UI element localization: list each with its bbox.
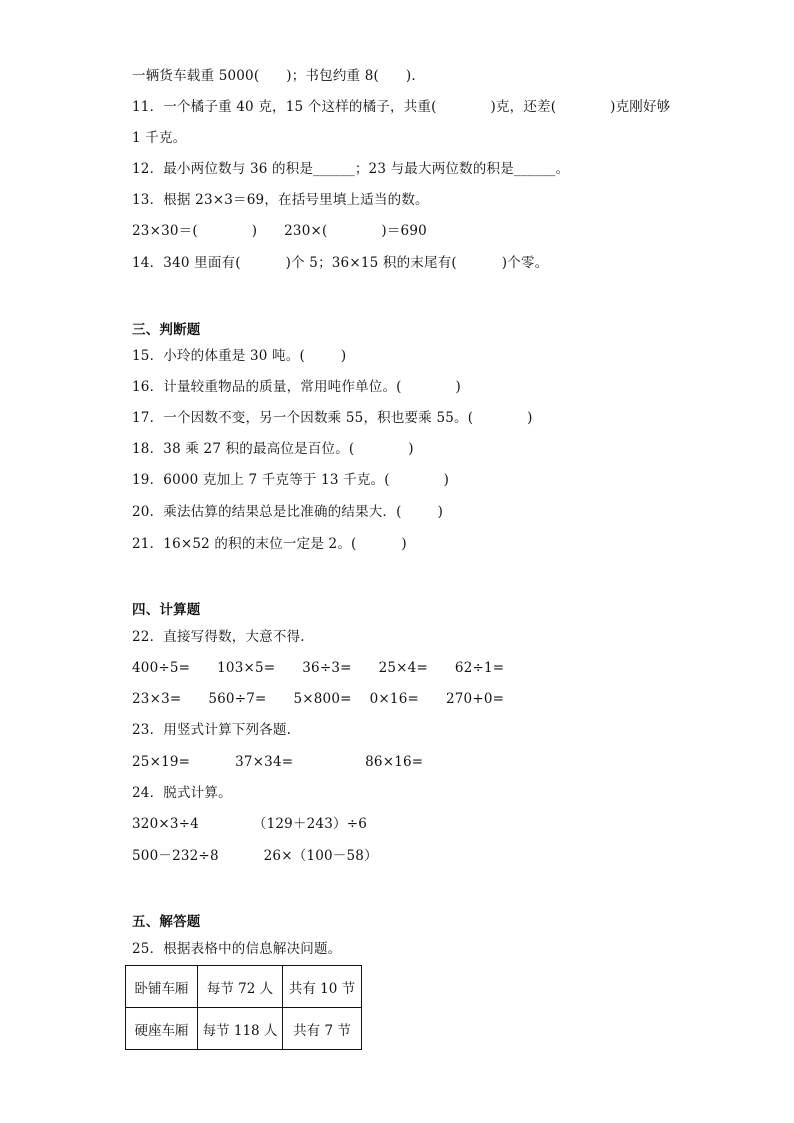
table-row bbox=[126, 966, 362, 1008]
question-15: 15．小玲的体重是 30 吨。( ) bbox=[132, 348, 347, 364]
oral-calc-row-1: 400÷5= 103×5= 36÷3= 25×4= 62÷1= bbox=[132, 660, 505, 676]
question-18: 18．38 乘 27 积的最高位是百位。( ) bbox=[132, 441, 414, 457]
question-22: 22．直接写得数，大意不得. bbox=[132, 629, 305, 645]
table-row bbox=[126, 1008, 362, 1050]
stepwise-calc-row-1: 320×3÷4 （129＋243）÷6 bbox=[132, 816, 367, 832]
question-17: 17．一个因数不变，另一个因数乘 55，积也要乘 55。( ) bbox=[132, 410, 533, 426]
question-11: 11．一个橘子重 40 克，15 个这样的橘子，共重( )克，还差( )克刚好够 bbox=[132, 99, 671, 115]
table-cell: 硬座车厢 bbox=[126, 1008, 198, 1050]
question-13: 13．根据 23×3＝69，在括号里填上适当的数。 bbox=[132, 192, 429, 208]
question-13-equations: 23×30＝( ) 230×( )＝690 bbox=[132, 223, 427, 239]
oral-calc-row-2: 23×3= 560÷7= 5×800= 0×16= 270+0= bbox=[132, 691, 505, 707]
table-cell: 卧铺车厢 bbox=[126, 966, 198, 1008]
question-19: 19．6000 克加上 7 千克等于 13 千克。( ) bbox=[132, 472, 450, 488]
question-11-cont: 1 千克。 bbox=[132, 130, 187, 146]
question-14: 14．340 里面有( )个 5；36×15 积的末尾有( )个零。 bbox=[132, 255, 549, 271]
table-cell: 共有 7 节 bbox=[283, 1008, 362, 1050]
train-info-table bbox=[125, 965, 362, 1050]
question-16: 16．计量较重物品的质量，常用吨作单位。( ) bbox=[132, 379, 462, 395]
question-25: 25．根据表格中的信息解决问题。 bbox=[132, 941, 342, 957]
table-cell: 每节 118 人 bbox=[198, 1008, 283, 1050]
section-heading-calculation: 四、计算题 bbox=[132, 602, 201, 618]
table-cell: 每节 72 人 bbox=[198, 966, 283, 1008]
table-cell: 共有 10 节 bbox=[283, 966, 362, 1008]
question-21: 21．16×52 的积的末位一定是 2。( ) bbox=[132, 536, 407, 552]
question-24: 24．脱式计算。 bbox=[132, 785, 232, 801]
vertical-calc-row: 25×19= 37×34= 86×16= bbox=[132, 754, 424, 770]
section-heading-word-problems: 五、解答题 bbox=[132, 914, 201, 930]
question-20: 20．乘法估算的结果总是比准确的结果大．( ) bbox=[132, 504, 444, 520]
fill-blank-line: 一辆货车载重 5000( )；书包约重 8( ). bbox=[132, 68, 416, 84]
stepwise-calc-row-2: 500－232÷8 26×（100－58） bbox=[132, 848, 378, 864]
question-12: 12．最小两位数与 36 的积是______；23 与最大两位数的积是______。 bbox=[132, 161, 570, 177]
section-heading-judgement: 三、判断题 bbox=[132, 322, 201, 338]
question-23: 23．用竖式计算下列各题. bbox=[132, 722, 292, 738]
